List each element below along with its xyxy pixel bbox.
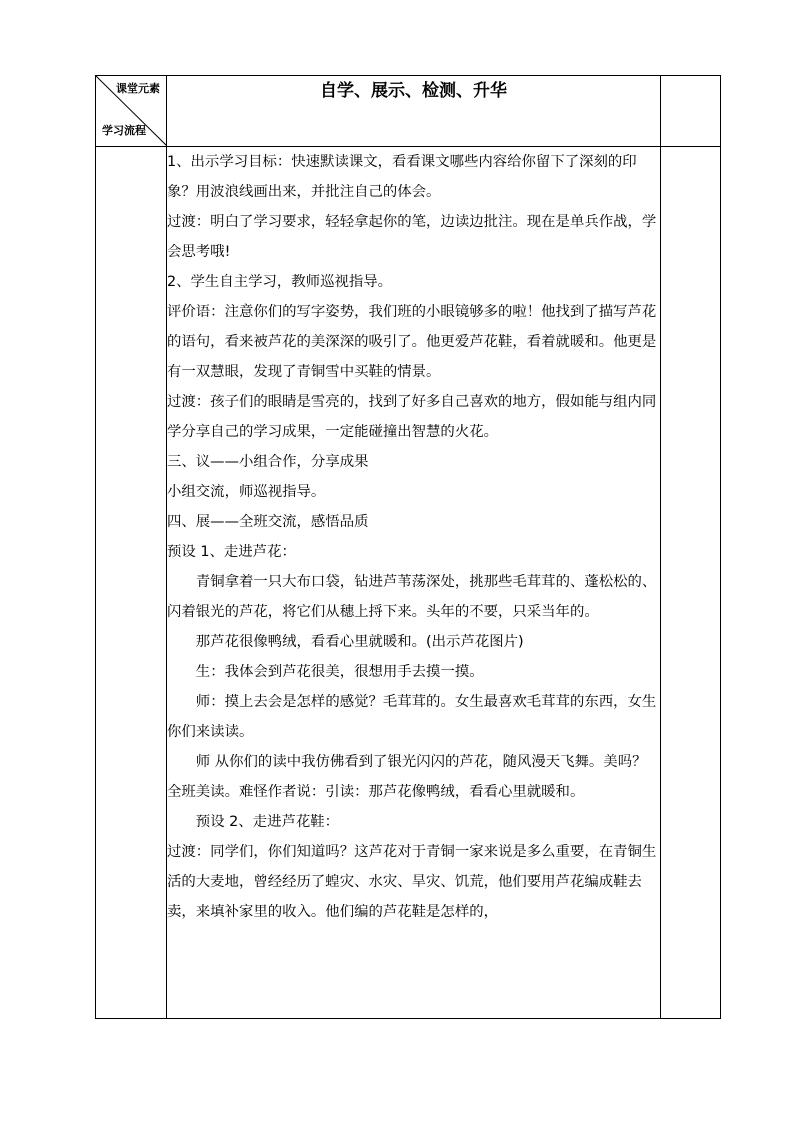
paragraph: 那芦花很像鸭绒，看看心里就暖和。(出示芦花图片) [195, 634, 524, 650]
corner-label-top: 课堂元素 [116, 82, 160, 95]
paragraph: 四、展——全班交流，感悟品质 [167, 514, 369, 530]
paragraph: 2、学生自主学习，教师巡视指导。 [167, 274, 393, 290]
header-row [96, 76, 721, 147]
content-cell [167, 147, 661, 1019]
paragraph: 预设 2、走进芦花鞋： [195, 814, 340, 830]
paragraph: 过渡：明白了学习要求，轻轻拿起你的笔，边读边批注。现在是单兵作战，学会思考哦! [167, 214, 657, 260]
paragraph: 过渡：同学们，你们知道吗？这芦花对于青铜一家来说是多么重要，在青铜生活的大麦地，曾经经历了蝗灾、水灾、旱灾、饥荒，他们要用芦花编成鞋去卖，来填补家里的收入。他们编的芦花鞋是怎样的， [167, 844, 657, 920]
paragraph: 生：我体会到芦花很美，很想用手去摸一摸。 [195, 664, 484, 680]
lesson-table [95, 75, 721, 1019]
content-row [96, 147, 721, 1019]
paragraph: 小组交流，师巡视指导。 [167, 484, 326, 500]
header-empty-cell [661, 76, 721, 147]
paragraph: 过渡：孩子们的眼睛是雪亮的，找到了好多自己喜欢的地方，假如能与组内同学分享自己的学习成果，一定能碰撞出智慧的火花。 [167, 394, 657, 440]
paragraph: 1、出示学习目标：快速默读课文，看看课文哪些内容给你留下了深刻的印象？用波浪线画出来，并批注自己的体会。 [167, 154, 637, 200]
corner-label-bottom: 学习流程 [102, 124, 146, 137]
header-title: 自学、展示、检测、升华 [167, 76, 661, 147]
content-right-cell [661, 147, 721, 1019]
paragraph: 三、议——小组合作，分享成果 [167, 454, 369, 470]
paragraph: 预设 1、走进芦花： [167, 544, 296, 560]
paragraph: 师：摸上去会是怎样的感觉？毛茸茸的。女生最喜欢毛茸茸的东西，女生你们来读读。 [167, 694, 657, 740]
content-left-cell [96, 147, 167, 1019]
paragraph: 评价语：注意你们的写字姿势，我们班的小眼镜够多的啦！他找到了描写芦花的语句，看来被芦花的美深深的吸引了。他更爱芦花鞋，看着就暖和。他更是有一双慧眼，发现了青铜雪中买鞋的情景。 [167, 304, 657, 380]
corner-cell [96, 76, 167, 147]
paragraph: 青铜拿着一只大布口袋，钻进芦苇荡深处，挑那些毛茸茸的、蓬松松的、闪着银光的芦花，将它们从穗上捋下来。头年的不要，只采当年的。 [167, 574, 657, 620]
paragraph: 师 从你们的读中我仿佛看到了银光闪闪的芦花，随风漫天飞舞。美吗？全班美读。难怪作者说：引读：那芦花像鸭绒，看看心里就暖和。 [167, 754, 647, 800]
